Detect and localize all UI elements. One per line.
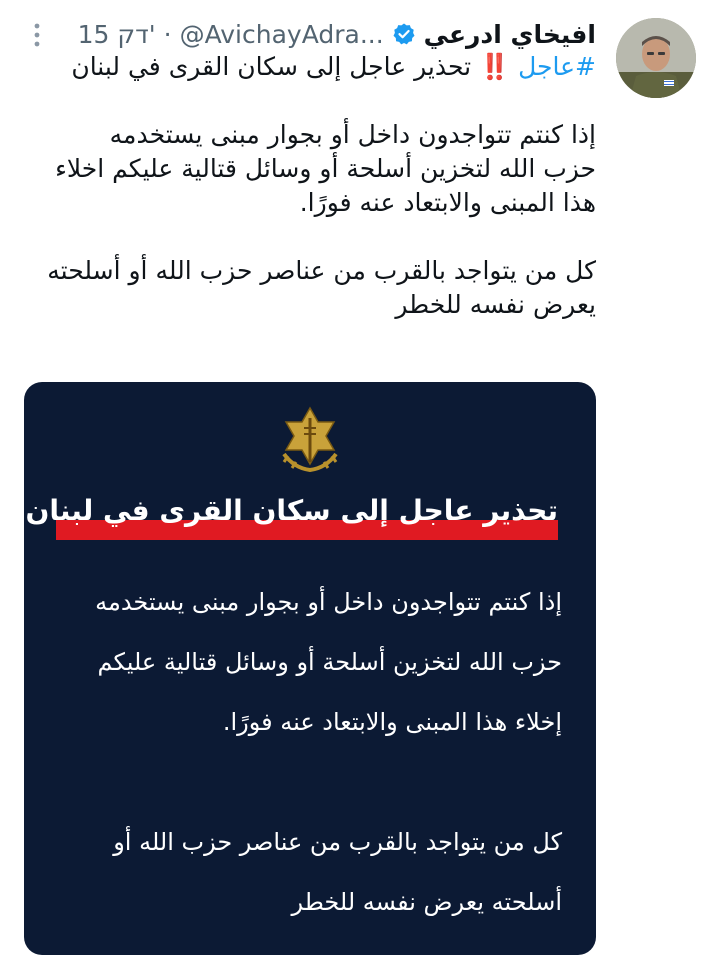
card-title: تحذير عاجل إلى سكان القرى في لبنان: [25, 494, 558, 527]
media-card[interactable]: [24, 382, 596, 955]
card-paragraph-line: حزب الله لتخزين أسلحة أو وسائل قتالية عليكم: [97, 648, 562, 676]
tweet-text: [28, 50, 596, 322]
verified-badge-icon: [392, 22, 416, 46]
tweet-headline: تحذير عاجل إلى سكان القرى في لبنان: [71, 52, 472, 81]
alert-emoji: ‼️: [479, 52, 511, 81]
card-paragraph-line: أسلحته يعرض نفسه للخطر: [291, 888, 562, 916]
more-options-icon[interactable]: [30, 22, 44, 48]
card-body: [60, 572, 562, 932]
tweet-paragraph-line: إذا كنتم تتواجدون داخل أو بجوار مبنى يستخدمه: [109, 120, 596, 149]
separator-dot: ·: [163, 19, 172, 49]
timestamp[interactable]: 15 דק': [77, 19, 156, 49]
hashtag-link[interactable]: #عاجل: [518, 52, 596, 81]
tweet-header: [20, 14, 596, 54]
tweet-paragraph-line: حزب الله لتخزين أسلحة أو وسائل قتالية عليكم اخلاء: [55, 154, 596, 183]
tweet-paragraph-line: كل من يتواجد بالقرب من عناصر حزب الله أو أسلحته: [47, 256, 596, 285]
card-paragraph-line: كل من يتواجد بالقرب من عناصر حزب الله أو: [113, 828, 562, 856]
card-paragraph-line: إخلاء هذا المبنى والابتعاد عنه فورًا.: [222, 708, 562, 736]
avatar[interactable]: [616, 18, 696, 98]
idf-emblem-icon: [274, 404, 346, 478]
card-title-wrap: [25, 492, 566, 548]
tweet-headline-line: [28, 50, 596, 84]
tweet-paragraph-line: هذا المبنى والابتعاد عنه فورًا.: [299, 188, 596, 217]
display-name[interactable]: افيخاي ادرعي: [423, 19, 596, 49]
tweet-paragraph-line: يعرض نفسه للخطر: [395, 290, 596, 319]
user-handle[interactable]: @AvichayAdra...: [179, 19, 384, 49]
card-paragraph-line: إذا كنتم تتواجدون داخل أو بجوار مبنى يستخدمه: [95, 588, 562, 616]
